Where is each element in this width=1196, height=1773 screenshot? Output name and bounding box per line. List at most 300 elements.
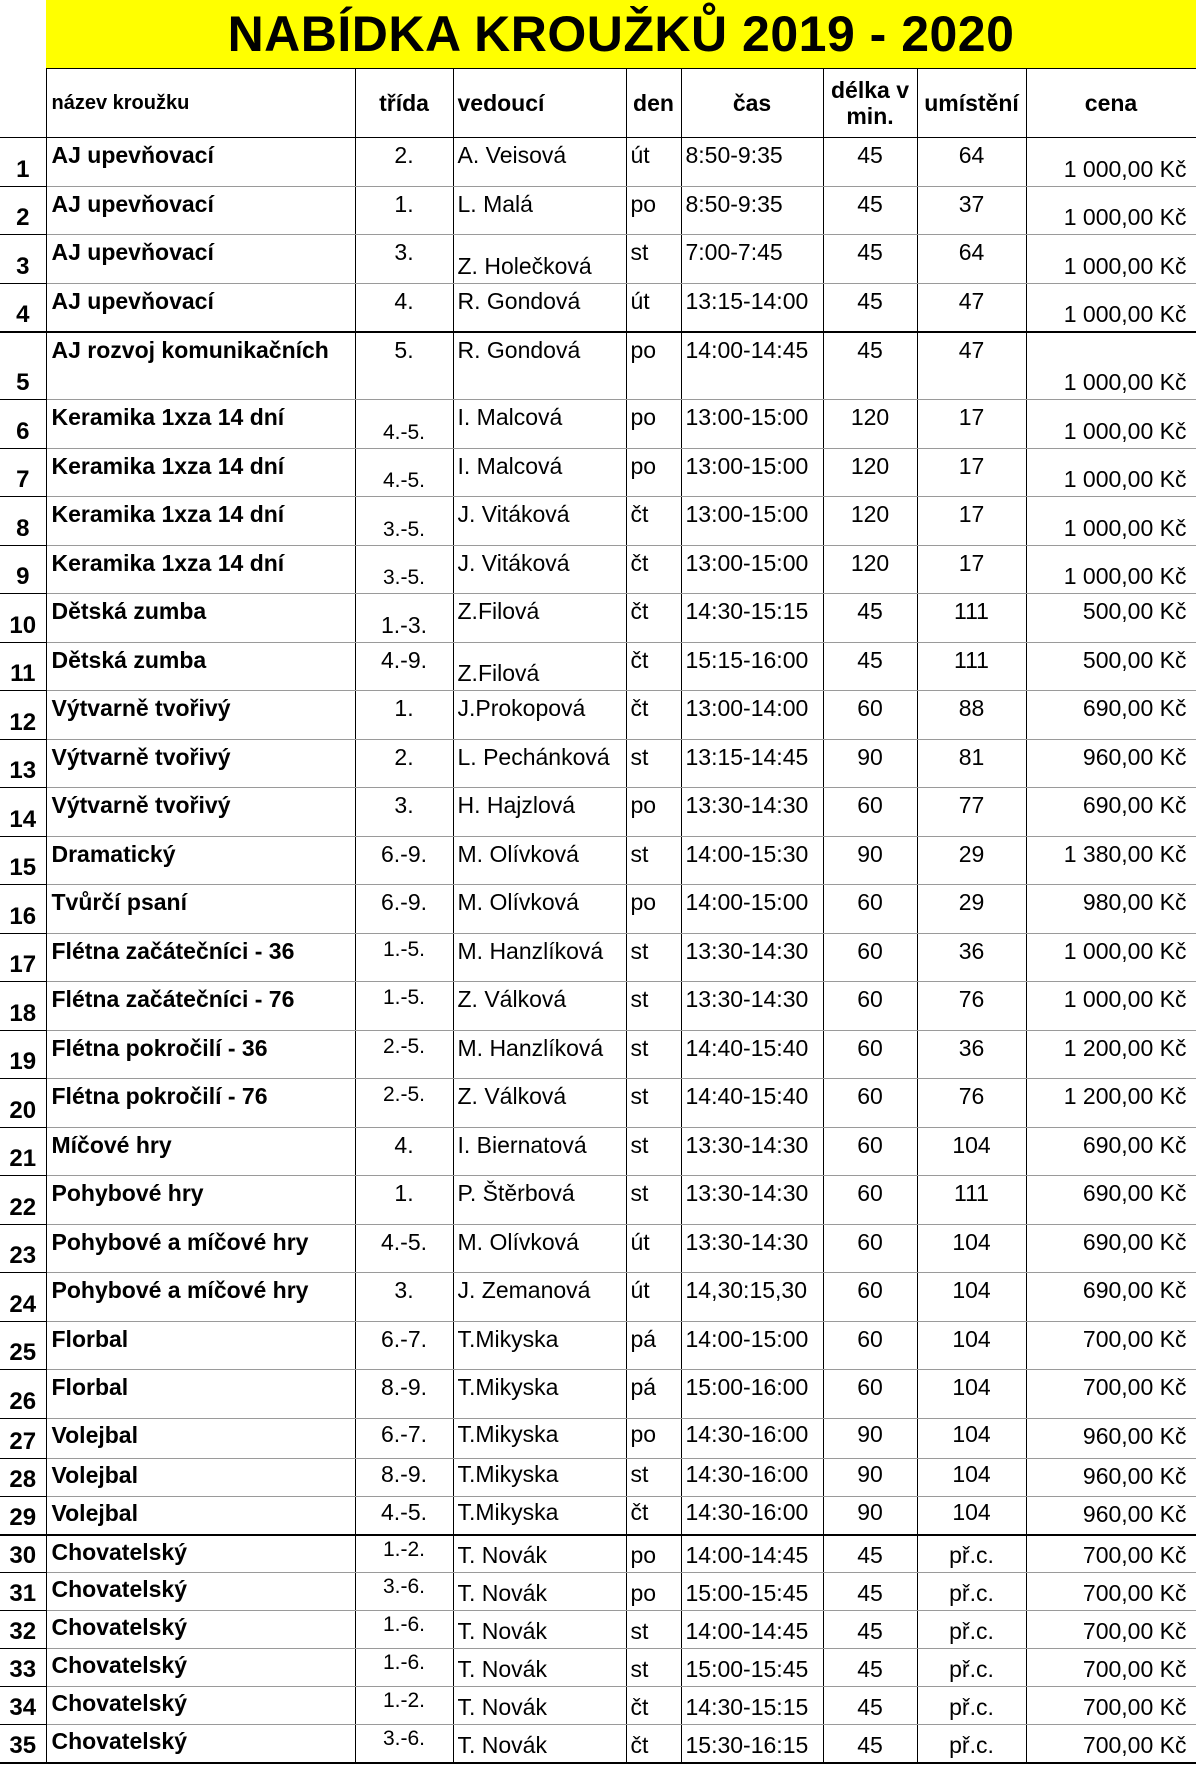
row-number: 7 [0,449,46,497]
header-leader: vedoucí [453,69,626,138]
table-row [0,1225,1196,1273]
club-name: Výtvarně tvořivý [46,740,355,788]
price-cell: 1 380,00 Kč [1026,837,1196,885]
grade-cell: 1.-2. [355,1535,453,1573]
leader-cell: H. Hajzlová [453,788,626,837]
price-cell: 960,00 Kč [1026,740,1196,788]
length-cell: 45 [823,284,917,332]
location-cell: 37 [917,187,1026,235]
price-cell: 1 200,00 Kč [1026,1031,1196,1079]
time-cell: 13:30-14:30 [681,934,823,982]
price-cell: 1 000,00 Kč [1026,284,1196,332]
grade-cell: 2. [355,138,453,187]
price-cell: 960,00 Kč [1026,1497,1196,1535]
location-cell: př.c. [917,1611,1026,1649]
grade-cell: 4. [355,1128,453,1176]
row-number: 23 [0,1225,46,1273]
day-cell: st [626,1128,681,1176]
table-row [0,691,1196,740]
day-cell: pá [626,1322,681,1370]
club-name: Volejbal [46,1459,355,1497]
grade-cell: 1.-6. [355,1611,453,1649]
length-cell: 45 [823,235,917,284]
grade-cell: 3.-5. [355,546,453,594]
leader-cell: I. Malcová [453,449,626,497]
header-row [0,69,1196,138]
table-row [0,1273,1196,1322]
location-cell: př.c. [917,1573,1026,1611]
table-row [0,837,1196,885]
time-cell: 14:00-14:45 [681,1611,823,1649]
location-cell: 104 [917,1322,1026,1370]
length-cell: 45 [823,594,917,643]
day-cell: po [626,885,681,934]
length-cell: 90 [823,740,917,788]
table-row [0,1459,1196,1497]
row-number: 15 [0,837,46,885]
time-cell: 14:00-15:30 [681,837,823,885]
club-name: AJ upevňovací [46,235,355,284]
table-row [0,284,1196,332]
club-name: Keramika 1xza 14 dní [46,546,355,594]
club-name: AJ upevňovací [46,187,355,235]
location-cell: 104 [917,1370,1026,1419]
time-cell: 13:00-15:00 [681,449,823,497]
club-name: Volejbal [46,1419,355,1459]
location-cell: 29 [917,885,1026,934]
table-row [0,1649,1196,1687]
table-row [0,934,1196,982]
table-row [0,1573,1196,1611]
day-cell: st [626,934,681,982]
leader-cell: T. Novák [453,1611,626,1649]
price-cell: 690,00 Kč [1026,788,1196,837]
location-cell: 111 [917,1176,1026,1225]
row-number: 9 [0,546,46,594]
grade-cell: 1. [355,691,453,740]
row-number: 13 [0,740,46,788]
table-row [0,788,1196,837]
time-cell: 15:00-16:00 [681,1370,823,1419]
leader-cell: Z. Holečková [453,235,626,284]
table-row [0,138,1196,187]
day-cell: st [626,1031,681,1079]
day-cell: st [626,740,681,788]
club-name: Flétna začátečníci - 76 [46,982,355,1031]
grade-cell: 4.-5. [355,449,453,497]
table-row [0,740,1196,788]
location-cell: 76 [917,1079,1026,1128]
day-cell: st [626,1176,681,1225]
location-cell: 111 [917,594,1026,643]
time-cell: 15:00-15:45 [681,1573,823,1611]
length-cell: 60 [823,788,917,837]
table-row [0,1322,1196,1370]
length-cell: 90 [823,1497,917,1535]
row-number: 5 [0,332,46,400]
leader-cell: R. Gondová [453,332,626,400]
day-cell: po [626,1419,681,1459]
table-row [0,885,1196,934]
time-cell: 14:30-15:15 [681,1687,823,1725]
day-cell: st [626,837,681,885]
length-cell: 60 [823,1225,917,1273]
leader-cell: M. Olívková [453,1225,626,1273]
club-name: Pohybové a míčové hry [46,1225,355,1273]
day-cell: po [626,449,681,497]
location-cell: 81 [917,740,1026,788]
grade-cell: 8.-9. [355,1459,453,1497]
time-cell: 13:30-14:30 [681,1225,823,1273]
row-number: 17 [0,934,46,982]
club-name: Chovatelský [46,1725,355,1763]
day-cell: út [626,1225,681,1273]
time-cell: 13:00-15:00 [681,497,823,546]
table-row [0,1497,1196,1535]
price-cell: 1 000,00 Kč [1026,332,1196,400]
leader-cell: M. Hanzlíková [453,1031,626,1079]
club-name: Keramika 1xza 14 dní [46,497,355,546]
leader-cell: R. Gondová [453,284,626,332]
table-row [0,1611,1196,1649]
row-number: 16 [0,885,46,934]
club-name: Dětská zumba [46,594,355,643]
day-cell: čt [626,1687,681,1725]
price-cell: 700,00 Kč [1026,1649,1196,1687]
leader-cell: J. Vitáková [453,546,626,594]
price-cell: 700,00 Kč [1026,1687,1196,1725]
length-cell: 45 [823,1725,917,1763]
grade-cell: 1.-6. [355,1649,453,1687]
table-row [0,332,1196,400]
table-row [0,1031,1196,1079]
row-number: 1 [0,138,46,187]
length-cell: 60 [823,1079,917,1128]
leader-cell: L. Pechánková [453,740,626,788]
header-length-line1: délka v [831,77,909,103]
time-cell: 15:30-16:15 [681,1725,823,1763]
price-cell: 690,00 Kč [1026,1176,1196,1225]
leader-cell: T.Mikyska [453,1419,626,1459]
row-number: 35 [0,1725,46,1763]
leader-cell: J.Prokopová [453,691,626,740]
length-cell: 90 [823,1419,917,1459]
grade-cell: 4. [355,284,453,332]
day-cell: út [626,1273,681,1322]
length-cell: 60 [823,691,917,740]
location-cell: 17 [917,449,1026,497]
club-name: Chovatelský [46,1535,355,1573]
day-cell: čt [626,643,681,691]
day-cell: st [626,1611,681,1649]
time-cell: 14:30-16:00 [681,1419,823,1459]
club-name: Výtvarně tvořivý [46,788,355,837]
time-cell: 13:30-14:30 [681,1176,823,1225]
table-row [0,594,1196,643]
location-cell: 77 [917,788,1026,837]
day-cell: st [626,235,681,284]
price-cell: 960,00 Kč [1026,1419,1196,1459]
day-cell: st [626,1649,681,1687]
day-cell: po [626,187,681,235]
location-cell: 64 [917,235,1026,284]
length-cell: 45 [823,1573,917,1611]
row-number: 3 [0,235,46,284]
day-cell: čt [626,497,681,546]
location-cell: 104 [917,1225,1026,1273]
club-name: Chovatelský [46,1611,355,1649]
leader-cell: Z. Válková [453,982,626,1031]
table-row [0,1176,1196,1225]
time-cell: 8:50-9:35 [681,138,823,187]
length-cell: 45 [823,187,917,235]
location-cell: př.c. [917,1687,1026,1725]
club-name: AJ upevňovací [46,284,355,332]
location-cell: 47 [917,332,1026,400]
location-cell: př.c. [917,1649,1026,1687]
club-name: Pohybové hry [46,1176,355,1225]
row-number: 22 [0,1176,46,1225]
leader-cell: T.Mikyska [453,1322,626,1370]
leader-cell: T.Mikyska [453,1459,626,1497]
row-number: 14 [0,788,46,837]
row-number: 32 [0,1611,46,1649]
row-number: 20 [0,1079,46,1128]
time-cell: 14:40-15:40 [681,1031,823,1079]
length-cell: 90 [823,1459,917,1497]
title-row [0,0,1196,68]
leader-cell: Z. Válková [453,1079,626,1128]
length-cell: 45 [823,643,917,691]
time-cell: 14:40-15:40 [681,1079,823,1128]
table-body [0,138,1196,1763]
length-cell: 60 [823,1031,917,1079]
price-cell: 500,00 Kč [1026,643,1196,691]
leader-cell: Z.Filová [453,643,626,691]
header-grade: třída [355,69,453,138]
row-number: 25 [0,1322,46,1370]
time-cell: 14,30:15,30 [681,1273,823,1322]
table-row [0,1079,1196,1128]
header-day: den [626,69,681,138]
header-length [823,69,917,138]
length-cell: 45 [823,1535,917,1573]
grade-cell: 4.-5. [355,1225,453,1273]
grade-cell: 4.-5. [355,1497,453,1535]
time-cell: 7:00-7:45 [681,235,823,284]
row-number: 6 [0,400,46,449]
row-number: 27 [0,1419,46,1459]
grade-cell: 2.-5. [355,1079,453,1128]
length-cell: 60 [823,1322,917,1370]
length-cell: 120 [823,497,917,546]
row-number: 24 [0,1273,46,1322]
price-cell: 700,00 Kč [1026,1535,1196,1573]
price-cell: 980,00 Kč [1026,885,1196,934]
location-cell: 104 [917,1419,1026,1459]
time-cell: 13:15-14:00 [681,284,823,332]
grade-cell: 3. [355,235,453,284]
day-cell: čt [626,1497,681,1535]
club-name: Chovatelský [46,1573,355,1611]
day-cell: po [626,400,681,449]
price-cell: 690,00 Kč [1026,1273,1196,1322]
location-cell: 29 [917,837,1026,885]
club-name: Keramika 1xza 14 dní [46,400,355,449]
grade-cell: 2.-5. [355,1031,453,1079]
leader-cell: T. Novák [453,1535,626,1573]
club-name: Keramika 1xza 14 dní [46,449,355,497]
grade-cell: 6.-7. [355,1322,453,1370]
price-cell: 700,00 Kč [1026,1370,1196,1419]
grade-cell: 3. [355,1273,453,1322]
row-number: 4 [0,284,46,332]
day-cell: st [626,1459,681,1497]
table-row [0,1725,1196,1763]
length-cell: 45 [823,1649,917,1687]
length-cell: 60 [823,982,917,1031]
row-number: 28 [0,1459,46,1497]
location-cell: 88 [917,691,1026,740]
leader-cell: I. Malcová [453,400,626,449]
length-cell: 60 [823,1176,917,1225]
club-name: Flétna pokročilí - 76 [46,1079,355,1128]
price-cell: 1 000,00 Kč [1026,934,1196,982]
leader-cell: M. Olívková [453,837,626,885]
price-cell: 700,00 Kč [1026,1725,1196,1763]
row-number: 2 [0,187,46,235]
location-cell: 17 [917,546,1026,594]
leader-cell: A. Veisová [453,138,626,187]
table-row [0,546,1196,594]
length-cell: 120 [823,546,917,594]
grade-cell: 1. [355,187,453,235]
time-cell: 14:30-16:00 [681,1497,823,1535]
length-cell: 45 [823,332,917,400]
club-name: Florbal [46,1370,355,1419]
club-name: Dětská zumba [46,643,355,691]
row-number: 11 [0,643,46,691]
row-number: 19 [0,1031,46,1079]
day-cell: pá [626,1370,681,1419]
table-row [0,497,1196,546]
time-cell: 15:15-16:00 [681,643,823,691]
grade-cell: 2. [355,740,453,788]
club-name: AJ rozvoj komunikačních [46,332,355,400]
club-name: Pohybové a míčové hry [46,1273,355,1322]
location-cell: 111 [917,643,1026,691]
length-cell: 60 [823,1273,917,1322]
grade-cell: 4.-5. [355,400,453,449]
time-cell: 13:30-14:30 [681,1128,823,1176]
header-location: umístění [917,69,1026,138]
time-cell: 13:00-14:00 [681,691,823,740]
day-cell: st [626,1079,681,1128]
length-cell: 60 [823,885,917,934]
length-cell: 90 [823,837,917,885]
grade-cell: 6.-7. [355,1419,453,1459]
time-cell: 13:15-14:45 [681,740,823,788]
row-number: 34 [0,1687,46,1725]
leader-cell: M. Olívková [453,885,626,934]
club-name: Volejbal [46,1497,355,1535]
price-cell: 690,00 Kč [1026,1225,1196,1273]
leader-cell: Z.Filová [453,594,626,643]
grade-cell: 6.-9. [355,837,453,885]
row-number: 33 [0,1649,46,1687]
leader-cell: J. Zemanová [453,1273,626,1322]
grade-cell: 1.-3. [355,594,453,643]
grade-cell: 8.-9. [355,1370,453,1419]
club-name: Výtvarně tvořivý [46,691,355,740]
price-cell: 1 000,00 Kč [1026,449,1196,497]
club-name: Flétna pokročilí - 36 [46,1031,355,1079]
leader-cell: J. Vitáková [453,497,626,546]
grade-cell: 3.-6. [355,1725,453,1763]
row-number: 18 [0,982,46,1031]
grade-cell: 3.-6. [355,1573,453,1611]
row-number: 12 [0,691,46,740]
leader-cell: I. Biernatová [453,1128,626,1176]
length-cell: 45 [823,1687,917,1725]
header-time: čas [681,69,823,138]
location-cell: 104 [917,1497,1026,1535]
grade-cell: 1.-5. [355,982,453,1031]
time-cell: 14:30-16:00 [681,1459,823,1497]
row-gutter [0,0,46,68]
row-number: 29 [0,1497,46,1535]
table-row [0,449,1196,497]
time-cell: 14:00-14:45 [681,1535,823,1573]
time-cell: 13:00-15:00 [681,546,823,594]
grade-cell: 1. [355,1176,453,1225]
time-cell: 15:00-15:45 [681,1649,823,1687]
location-cell: 17 [917,400,1026,449]
time-cell: 13:00-15:00 [681,400,823,449]
day-cell: čt [626,1725,681,1763]
club-name: Chovatelský [46,1649,355,1687]
time-cell: 14:00-14:45 [681,332,823,400]
day-cell: po [626,1535,681,1573]
length-cell: 60 [823,1370,917,1419]
grade-cell: 4.-9. [355,643,453,691]
location-cell: 104 [917,1273,1026,1322]
club-name: Tvůrčí psaní [46,885,355,934]
day-cell: čt [626,691,681,740]
length-cell: 45 [823,1611,917,1649]
grade-cell: 6.-9. [355,885,453,934]
day-cell: út [626,284,681,332]
price-cell: 1 000,00 Kč [1026,546,1196,594]
day-cell: út [626,138,681,187]
price-cell: 1 000,00 Kč [1026,497,1196,546]
location-cell: 47 [917,284,1026,332]
row-number: 8 [0,497,46,546]
table-row [0,1535,1196,1573]
price-cell: 960,00 Kč [1026,1459,1196,1497]
price-cell: 1 200,00 Kč [1026,1079,1196,1128]
club-name: Flétna začátečníci - 36 [46,934,355,982]
time-cell: 14:00-15:00 [681,1322,823,1370]
club-name: Chovatelský [46,1687,355,1725]
day-cell: čt [626,594,681,643]
header-name: název kroužku [46,69,355,138]
time-cell: 14:00-15:00 [681,885,823,934]
header-length-line2: min. [846,103,894,129]
location-cell: 17 [917,497,1026,546]
grade-cell: 3.-5. [355,497,453,546]
time-cell: 8:50-9:35 [681,187,823,235]
